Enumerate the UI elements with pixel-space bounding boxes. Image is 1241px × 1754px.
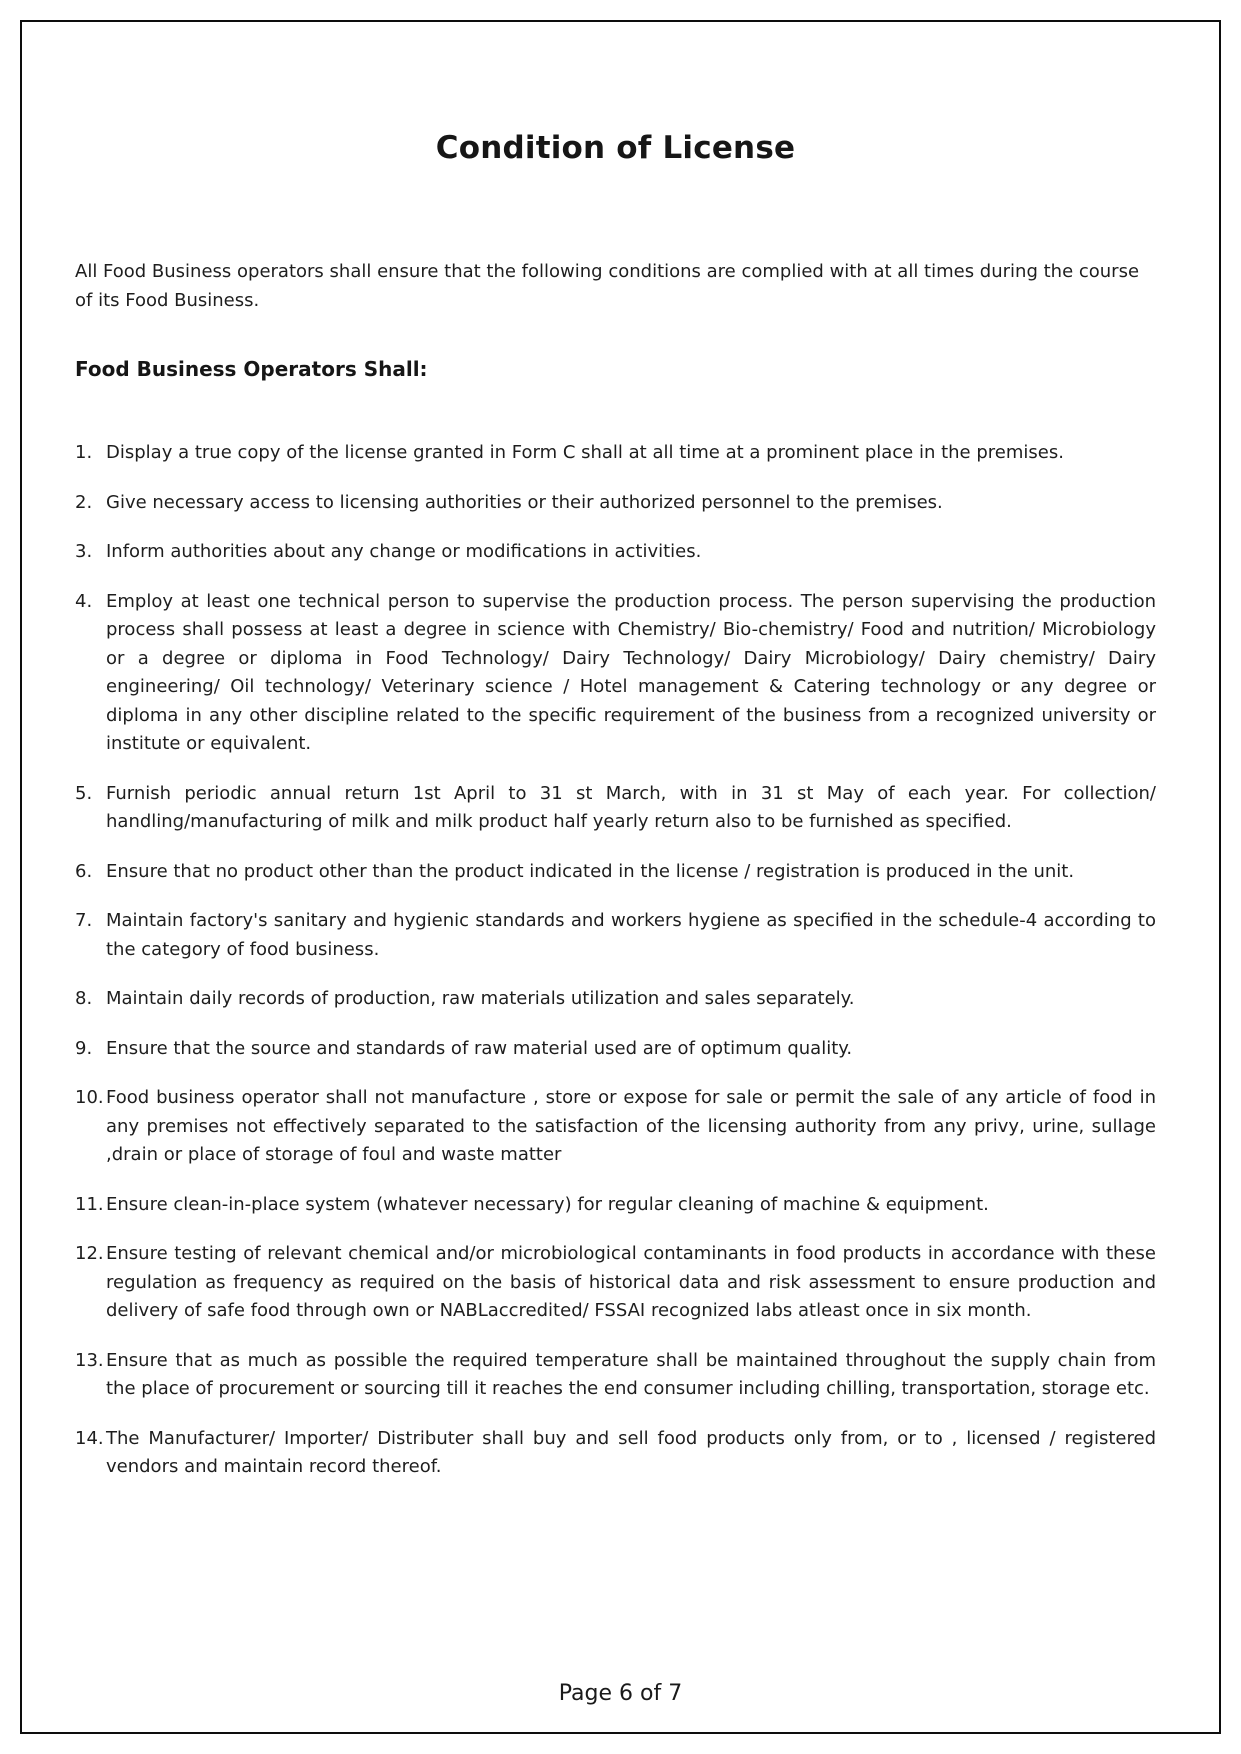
list-item (75, 985, 1156, 1014)
list-item-text: Ensure testing of relevant chemical and/or microbiological contaminants in food products in accordance with these regulation as frequency as required on the basis of historical data and risk assessment to ensure production and delivery of safe food through own or NABLaccredited/ FSSAI recognized labs atleast once in six month. (106, 1243, 1156, 1321)
list-item (75, 538, 1156, 567)
list-item-text: Display a true copy of the license granted in Form C shall at all time at a prominent place in the premises. (106, 442, 1064, 463)
list-item (75, 1084, 1156, 1170)
page-number: Page 6 of 7 (558, 1681, 683, 1706)
list-item (75, 489, 1156, 518)
list-item-number: 2. (75, 491, 93, 513)
list-item-number: 7. (75, 910, 93, 931)
list-item-text: Ensure clean-in-place system (whatever necessary) for regular cleaning of machine & equipment. (106, 1193, 989, 1215)
list-item (75, 858, 1156, 887)
list-item-number: 3. (75, 541, 93, 562)
list-item-text: Furnish periodic annual return 1st April to 31 st March, with in 31 st May of each year. For collection/ handling/manufacturing of milk and milk product half yearly return also to be furnished as specified. (106, 782, 1156, 832)
list-item (75, 439, 1156, 468)
intro-paragraph: All Food Business operators shall ensure that the following conditions are complied with at all times during the course of its Food Business. (75, 261, 1140, 311)
list-item-text: Give necessary access to licensing authorities or their authorized personnel to the premises. (106, 491, 943, 513)
list-item (75, 1035, 1156, 1064)
list-item-text: Employ at least one technical person to supervise the production process. The person supervising the production process shall possess at least a degree in science with Chemistry/ Bio-chemistry/ Food and nutrition/ Microbiology or a degree or diploma in Food Technology/ Dairy Technology/ Dairy Microbiology/ Dairy chemistry/ Dairy engineering/ Oil technology/ Veterinary science / Hotel management & Catering technology or any degree or diploma in any other discipline related to the specific requirement of the business from a recognized university or institute or equivalent. (106, 590, 1156, 754)
list-item-text: Inform authorities about any change or modifications in activities. (106, 541, 702, 562)
list-item-number: 8. (75, 988, 93, 1009)
document-page (20, 20, 1221, 1734)
list-item (75, 1240, 1156, 1326)
list-item-number: 11. (75, 1193, 104, 1215)
list-item-number: 12. (75, 1243, 104, 1264)
list-item-text: Food business operator shall not manufacture , store or expose for sale or permit the sale of any article of food in any premises not effectively separated to the satisfaction of the licensing authority from any privy, urine, sullage ,drain or place of storage of foul and waste matter (106, 1087, 1156, 1165)
list-item-number: 5. (75, 782, 93, 804)
list-item-text: The Manufacturer/ Importer/ Distributer shall buy and sell food products only from, or to , licensed / registered vendors and maintain record thereof. (106, 1427, 1156, 1477)
list-item-number: 9. (75, 1037, 93, 1059)
list-item-text: Maintain factory's sanitary and hygienic standards and workers hygiene as specified in the schedule-4 according to the category of food business. (106, 910, 1156, 960)
list-item (75, 780, 1156, 837)
list-item (75, 1425, 1156, 1482)
list-item-number: 14. (75, 1427, 104, 1449)
list-item (75, 1191, 1156, 1220)
list-item-text: Ensure that the source and standards of raw material used are of optimum quality. (106, 1037, 853, 1059)
section-heading: Food Business Operators Shall: (75, 357, 428, 381)
list-item (75, 1347, 1156, 1404)
list-item-text: Ensure that no product other than the product indicated in the license / registration is produced in the unit. (106, 860, 1075, 882)
page-title: Condition of License (435, 130, 796, 166)
list-item-number: 6. (75, 860, 93, 882)
list-item-number: 13. (75, 1349, 104, 1371)
conditions-list (75, 439, 1156, 1482)
list-item (75, 907, 1156, 964)
list-item (75, 588, 1156, 759)
list-item-text: Ensure that as much as possible the required temperature shall be maintained throughout the supply chain from the place of procurement or sourcing till it reaches the end consumer including chilling, transportation, storage etc. (106, 1349, 1156, 1399)
list-item-text: Maintain daily records of production, raw materials utilization and sales separately. (106, 988, 855, 1009)
list-item-number: 4. (75, 590, 93, 612)
list-item-number: 1. (75, 442, 93, 463)
list-item-number: 10. (75, 1087, 104, 1108)
